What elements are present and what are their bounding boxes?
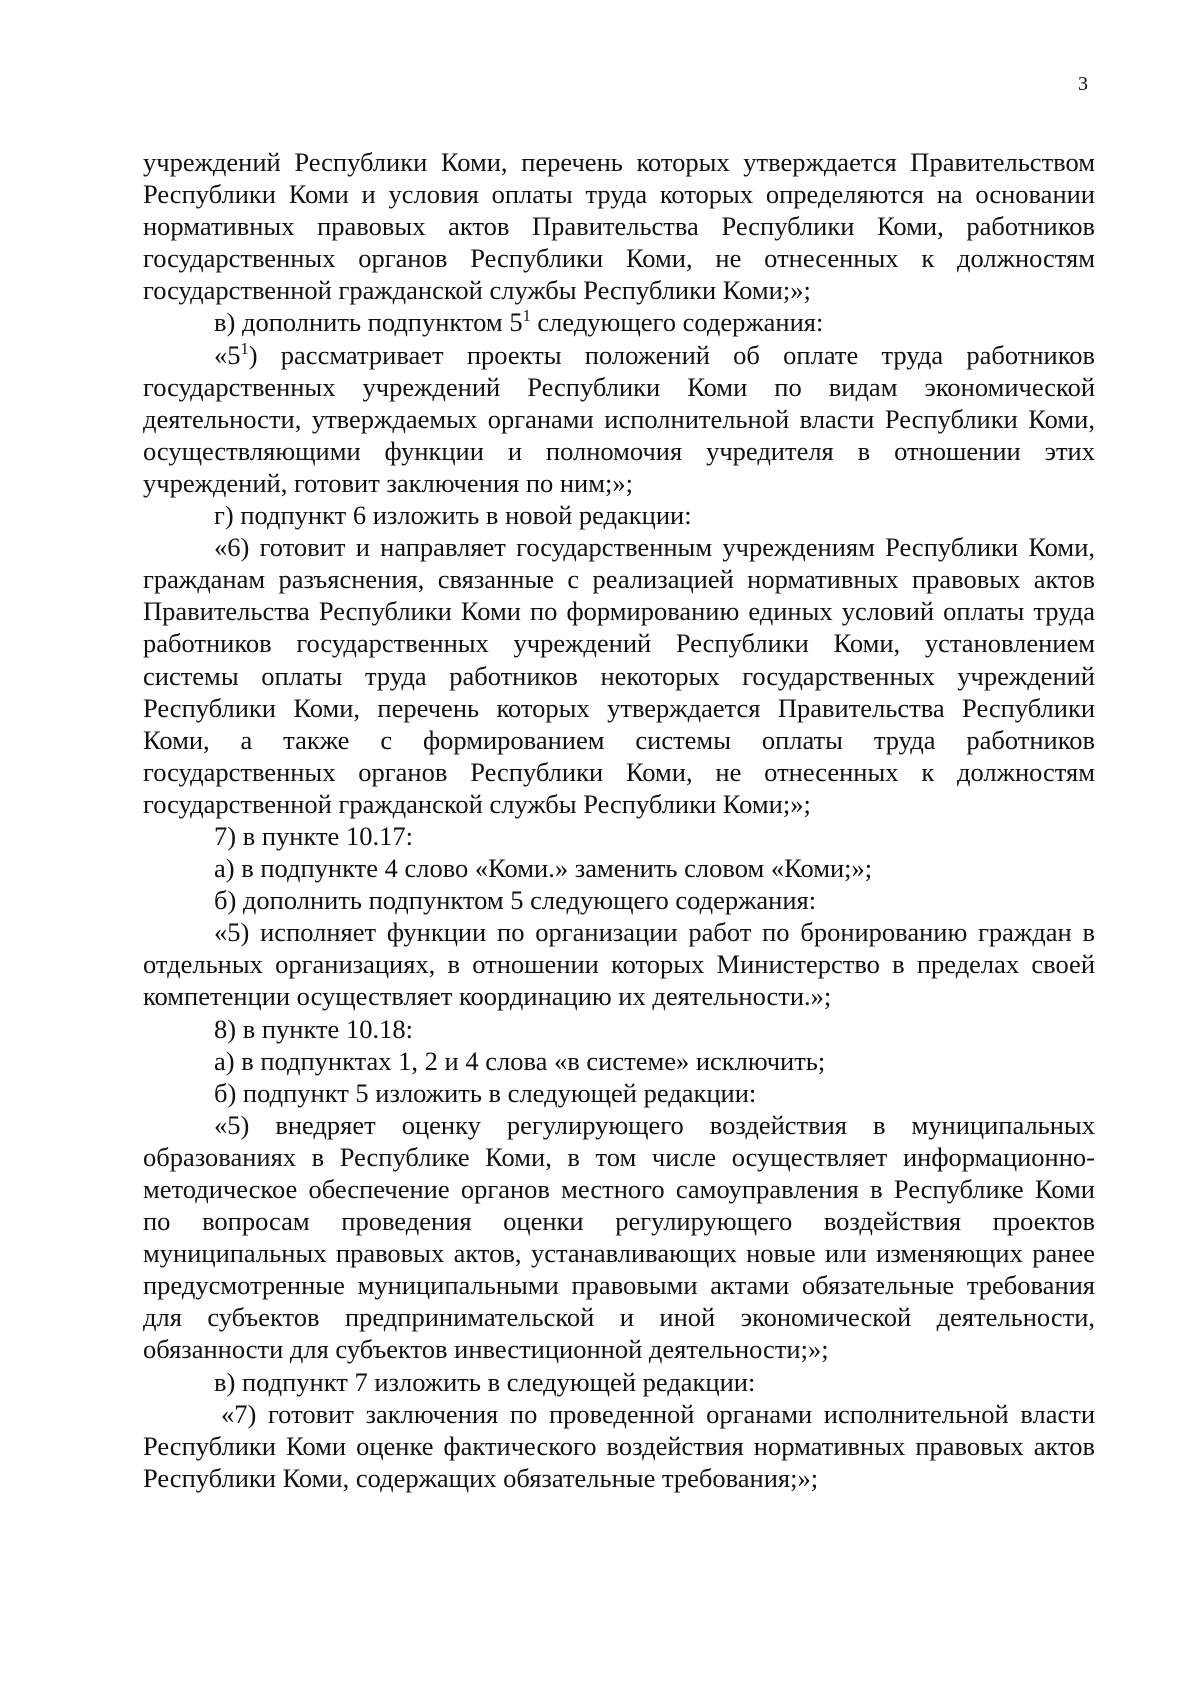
paragraph-text: в) дополнить подпунктом 5 [214,307,523,338]
paragraph-subitem-b: б) подпункт 5 изложить в следующей редакции: [214,1077,757,1108]
paragraph-item-7: 7) в пункте 10.17: [214,820,413,851]
superscript: 1 [522,306,531,326]
paragraph-subitem-g: г) подпункт 6 изложить в новой редакции: [214,500,692,531]
paragraph-quote-6: «6) готовит и направляет государственным учреждениям Республики Коми, гражданам разъяснения, связанные с реализацией нормативных правовых актов Правительства Республики Коми по формированию единых условий оплаты труда работников государственных учреждений Республики Коми, установлением системы оплаты труда работников некоторых государственных учреждений Республики Коми, перечень которых утверждается Правительства Республики Коми, а также с формированием системы оплаты труда работников государственных органов Республики Коми, не отнесенных к должностям государственной гражданской службы Республики Коми;»; [143,532,1095,819]
paragraph-text: «5 [214,339,241,370]
page-number: 3 [1078,73,1088,95]
paragraph-text: ) рассматривает проекты положений об оплате труда работников государственных учреждений Республики Коми по видам экономической деятельности, утверждаемых органами исполнительной власти Республики Коми, осуществляющими функции и полномочия учредителя в отношении этих учреждений, готовит заключения по ним;»; [143,339,1095,498]
paragraph-subitem-a: а) в подпунктах 1, 2 и 4 слова «в системе» исключить; [214,1045,826,1076]
paragraph-quote-7: «7) готовит заключения по проведенной органами исполнительной власти Республики Коми оценке фактического воздействия нормативных правовых актов Республики Коми, содержащих обязательные требования;»; [143,1398,1095,1493]
paragraph-text: следующего содержания: [530,307,824,338]
document-body [143,146,1095,1494]
paragraph-quote-51 [143,339,1095,499]
paragraph-subitem-b: б) дополнить подпунктом 5 следующего содержания: [214,885,817,916]
paragraph-subitem-a: а) в подпункте 4 слово «Коми.» заменить словом «Коми;»; [214,853,873,884]
paragraph-quote-5: «5) исполняет функции по организации работ по бронированию граждан в отдельных организациях, в отношении которых Министерство в пределах своей компетенции осуществляет координацию их деятельности.»; [143,917,1095,1012]
paragraph-item-8: 8) в пункте 10.18: [214,1013,413,1044]
superscript: 1 [240,338,249,358]
paragraph-quote-5: «5) внедряет оценку регулирующего воздействия в муниципальных образованиях в Республике Коми, в том числе осуществляет информационно-методическое обеспечение органов местного самоуправления в Республике Коми по вопросам проведения оценки регулирующего воздействия проектов муниципальных правовых актов, устанавливающих новые или изменяющих ранее предусмотренные муниципальными правовыми актами обязательные требования для субъектов предпринимательской и иной экономической деятельности, обязанности для субъектов инвестиционной деятельности;»; [143,1109,1095,1365]
paragraph-subitem-v: в) подпункт 7 изложить в следующей редакции: [214,1366,756,1397]
paragraph-subitem-v-51 [143,306,1095,338]
paragraph-continuation: учреждений Республики Коми, перечень которых утверждается Правительством Республики Коми и условия оплаты труда которых определяются на основании нормативных правовых актов Правительства Республики Коми, работников государственных органов Республики Коми, не отнесенных к должностям государственной гражданской службы Республики Коми;»; [143,147,1095,306]
